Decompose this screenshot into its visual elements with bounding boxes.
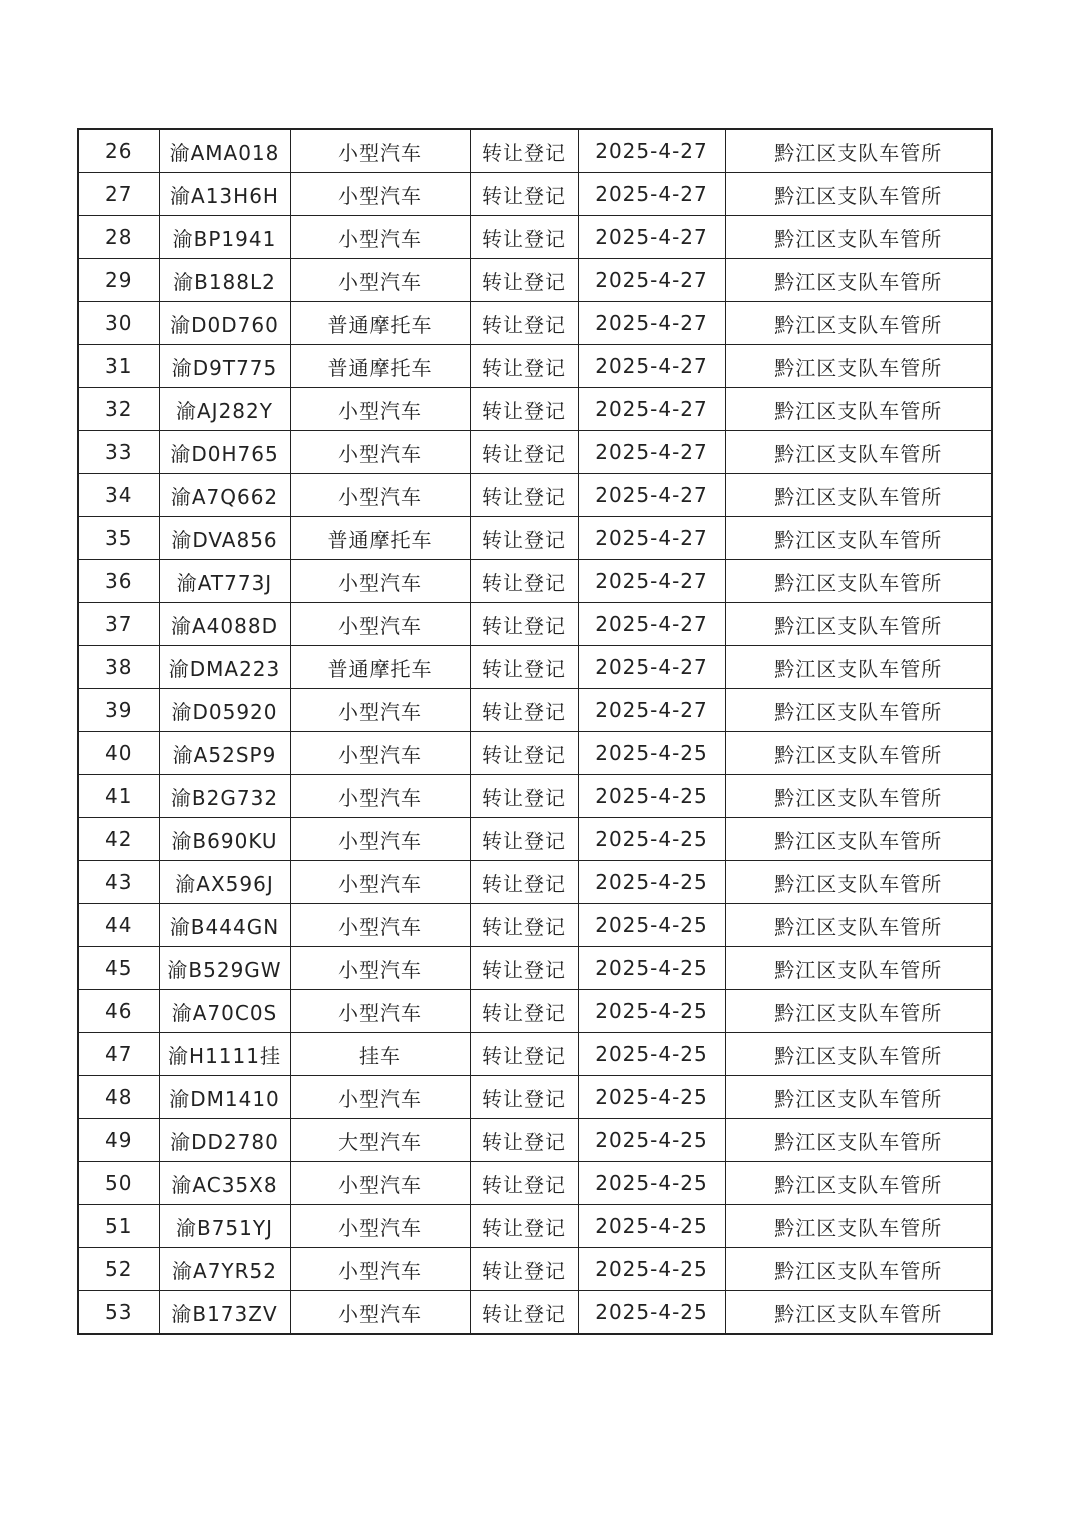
registration-date-cell: 2025-4-25 — [578, 1076, 725, 1119]
registration-type-cell: 转让登记 — [470, 1033, 578, 1076]
registration-type-cell: 转让登记 — [470, 302, 578, 345]
registration-type-cell: 转让登记 — [470, 431, 578, 474]
vehicle-type-cell: 小型汽车 — [290, 990, 470, 1033]
table-row — [78, 775, 992, 818]
table-row — [78, 646, 992, 689]
office-cell: 黔江区支队车管所 — [725, 1033, 992, 1076]
table-row — [78, 129, 992, 173]
registration-date-cell: 2025-4-27 — [578, 259, 725, 302]
plate-number-cell: 渝B2G732 — [159, 775, 290, 818]
table-row — [78, 1033, 992, 1076]
office-cell: 黔江区支队车管所 — [725, 517, 992, 560]
registration-type-cell: 转让登记 — [470, 904, 578, 947]
row-number-cell: 29 — [78, 259, 159, 302]
registration-date-cell: 2025-4-25 — [578, 1248, 725, 1291]
row-number-cell: 27 — [78, 173, 159, 216]
vehicle-type-cell: 小型汽车 — [290, 431, 470, 474]
office-cell: 黔江区支队车管所 — [725, 560, 992, 603]
row-number-cell: 37 — [78, 603, 159, 646]
table-row — [78, 1291, 992, 1335]
registration-date-cell: 2025-4-25 — [578, 990, 725, 1033]
table-row — [78, 947, 992, 990]
table-row — [78, 388, 992, 431]
plate-number-cell: 渝A13H6H — [159, 173, 290, 216]
office-cell: 黔江区支队车管所 — [725, 904, 992, 947]
vehicle-type-cell: 小型汽车 — [290, 775, 470, 818]
row-number-cell: 33 — [78, 431, 159, 474]
registration-date-cell: 2025-4-27 — [578, 388, 725, 431]
plate-number-cell: 渝D9T775 — [159, 345, 290, 388]
vehicle-type-cell: 小型汽车 — [290, 603, 470, 646]
table-row — [78, 345, 992, 388]
row-number-cell: 35 — [78, 517, 159, 560]
registration-type-cell: 转让登记 — [470, 1076, 578, 1119]
office-cell: 黔江区支队车管所 — [725, 861, 992, 904]
office-cell: 黔江区支队车管所 — [725, 990, 992, 1033]
plate-number-cell: 渝A7Q662 — [159, 474, 290, 517]
office-cell: 黔江区支队车管所 — [725, 732, 992, 775]
plate-number-cell: 渝B751YJ — [159, 1205, 290, 1248]
vehicle-type-cell: 大型汽车 — [290, 1119, 470, 1162]
registration-date-cell: 2025-4-25 — [578, 1162, 725, 1205]
row-number-cell: 50 — [78, 1162, 159, 1205]
registration-type-cell: 转让登记 — [470, 861, 578, 904]
registration-date-cell: 2025-4-27 — [578, 129, 725, 173]
table-row — [78, 517, 992, 560]
vehicle-type-cell: 小型汽车 — [290, 732, 470, 775]
registration-date-cell: 2025-4-27 — [578, 216, 725, 259]
office-cell: 黔江区支队车管所 — [725, 1076, 992, 1119]
plate-number-cell: 渝A52SP9 — [159, 732, 290, 775]
row-number-cell: 36 — [78, 560, 159, 603]
plate-number-cell: 渝BP1941 — [159, 216, 290, 259]
registration-type-cell: 转让登记 — [470, 603, 578, 646]
registration-type-cell: 转让登记 — [470, 216, 578, 259]
plate-number-cell: 渝AMA018 — [159, 129, 290, 173]
table-body — [78, 129, 992, 1334]
table-row — [78, 431, 992, 474]
row-number-cell: 44 — [78, 904, 159, 947]
office-cell: 黔江区支队车管所 — [725, 1119, 992, 1162]
vehicle-type-cell: 小型汽车 — [290, 689, 470, 732]
registration-date-cell: 2025-4-25 — [578, 1119, 725, 1162]
row-number-cell: 41 — [78, 775, 159, 818]
vehicle-type-cell: 小型汽车 — [290, 173, 470, 216]
row-number-cell: 28 — [78, 216, 159, 259]
row-number-cell: 53 — [78, 1291, 159, 1335]
vehicle-type-cell: 小型汽车 — [290, 861, 470, 904]
plate-number-cell: 渝DMA223 — [159, 646, 290, 689]
row-number-cell: 51 — [78, 1205, 159, 1248]
vehicle-type-cell: 小型汽车 — [290, 904, 470, 947]
plate-number-cell: 渝D0D760 — [159, 302, 290, 345]
table-row — [78, 1205, 992, 1248]
registration-date-cell: 2025-4-27 — [578, 345, 725, 388]
table-row — [78, 1119, 992, 1162]
row-number-cell: 49 — [78, 1119, 159, 1162]
table-row — [78, 474, 992, 517]
registration-date-cell: 2025-4-25 — [578, 1033, 725, 1076]
table-row — [78, 861, 992, 904]
office-cell: 黔江区支队车管所 — [725, 173, 992, 216]
office-cell: 黔江区支队车管所 — [725, 947, 992, 990]
vehicle-type-cell: 小型汽车 — [290, 560, 470, 603]
office-cell: 黔江区支队车管所 — [725, 259, 992, 302]
vehicle-type-cell: 小型汽车 — [290, 1248, 470, 1291]
office-cell: 黔江区支队车管所 — [725, 129, 992, 173]
registration-date-cell: 2025-4-25 — [578, 732, 725, 775]
registration-type-cell: 转让登记 — [470, 474, 578, 517]
registration-date-cell: 2025-4-25 — [578, 1291, 725, 1335]
plate-number-cell: 渝AX596J — [159, 861, 290, 904]
table-row — [78, 1076, 992, 1119]
vehicle-type-cell: 小型汽车 — [290, 474, 470, 517]
row-number-cell: 48 — [78, 1076, 159, 1119]
office-cell: 黔江区支队车管所 — [725, 603, 992, 646]
table-row — [78, 732, 992, 775]
vehicle-type-cell: 小型汽车 — [290, 388, 470, 431]
plate-number-cell: 渝D0H765 — [159, 431, 290, 474]
row-number-cell: 46 — [78, 990, 159, 1033]
registration-date-cell: 2025-4-27 — [578, 302, 725, 345]
plate-number-cell: 渝D05920 — [159, 689, 290, 732]
plate-number-cell: 渝DD2780 — [159, 1119, 290, 1162]
table-row — [78, 259, 992, 302]
vehicle-type-cell: 小型汽车 — [290, 1205, 470, 1248]
office-cell: 黔江区支队车管所 — [725, 1291, 992, 1335]
row-number-cell: 26 — [78, 129, 159, 173]
vehicle-type-cell: 普通摩托车 — [290, 345, 470, 388]
vehicle-type-cell: 小型汽车 — [290, 1162, 470, 1205]
office-cell: 黔江区支队车管所 — [725, 646, 992, 689]
row-number-cell: 40 — [78, 732, 159, 775]
registration-type-cell: 转让登记 — [470, 775, 578, 818]
table-row — [78, 173, 992, 216]
registration-type-cell: 转让登记 — [470, 1205, 578, 1248]
table-row — [78, 689, 992, 732]
vehicle-transfer-table — [77, 128, 993, 1335]
plate-number-cell: 渝B690KU — [159, 818, 290, 861]
plate-number-cell: 渝A4088D — [159, 603, 290, 646]
vehicle-type-cell: 普通摩托车 — [290, 517, 470, 560]
registration-date-cell: 2025-4-27 — [578, 517, 725, 560]
table-row — [78, 990, 992, 1033]
row-number-cell: 34 — [78, 474, 159, 517]
office-cell: 黔江区支队车管所 — [725, 388, 992, 431]
registration-type-cell: 转让登记 — [470, 689, 578, 732]
registration-type-cell: 转让登记 — [470, 1248, 578, 1291]
vehicle-type-cell: 小型汽车 — [290, 818, 470, 861]
plate-number-cell: 渝A70C0S — [159, 990, 290, 1033]
registration-type-cell: 转让登记 — [470, 646, 578, 689]
registration-type-cell: 转让登记 — [470, 129, 578, 173]
registration-date-cell: 2025-4-25 — [578, 775, 725, 818]
registration-type-cell: 转让登记 — [470, 388, 578, 431]
registration-type-cell: 转让登记 — [470, 517, 578, 560]
row-number-cell: 31 — [78, 345, 159, 388]
vehicle-type-cell: 小型汽车 — [290, 216, 470, 259]
row-number-cell: 39 — [78, 689, 159, 732]
plate-number-cell: 渝B529GW — [159, 947, 290, 990]
office-cell: 黔江区支队车管所 — [725, 216, 992, 259]
row-number-cell: 38 — [78, 646, 159, 689]
registration-type-cell: 转让登记 — [470, 947, 578, 990]
registration-type-cell: 转让登记 — [470, 732, 578, 775]
table-row — [78, 904, 992, 947]
registration-type-cell: 转让登记 — [470, 259, 578, 302]
registration-date-cell: 2025-4-25 — [578, 861, 725, 904]
registration-date-cell: 2025-4-27 — [578, 474, 725, 517]
registration-date-cell: 2025-4-27 — [578, 173, 725, 216]
vehicle-type-cell: 小型汽车 — [290, 947, 470, 990]
plate-number-cell: 渝DVA856 — [159, 517, 290, 560]
plate-number-cell: 渝B173ZV — [159, 1291, 290, 1335]
registration-type-cell: 转让登记 — [470, 818, 578, 861]
office-cell: 黔江区支队车管所 — [725, 431, 992, 474]
registration-type-cell: 转让登记 — [470, 1162, 578, 1205]
row-number-cell: 32 — [78, 388, 159, 431]
registration-date-cell: 2025-4-27 — [578, 689, 725, 732]
plate-number-cell: 渝H1111挂 — [159, 1033, 290, 1076]
registration-date-cell: 2025-4-25 — [578, 1205, 725, 1248]
office-cell: 黔江区支队车管所 — [725, 345, 992, 388]
plate-number-cell: 渝A7YR52 — [159, 1248, 290, 1291]
office-cell: 黔江区支队车管所 — [725, 1248, 992, 1291]
vehicle-type-cell: 小型汽车 — [290, 1291, 470, 1335]
office-cell: 黔江区支队车管所 — [725, 818, 992, 861]
plate-number-cell: 渝B188L2 — [159, 259, 290, 302]
table-row — [78, 1162, 992, 1205]
registration-date-cell: 2025-4-25 — [578, 818, 725, 861]
vehicle-type-cell: 普通摩托车 — [290, 646, 470, 689]
table-row — [78, 818, 992, 861]
registration-date-cell: 2025-4-27 — [578, 646, 725, 689]
office-cell: 黔江区支队车管所 — [725, 1162, 992, 1205]
row-number-cell: 30 — [78, 302, 159, 345]
row-number-cell: 45 — [78, 947, 159, 990]
office-cell: 黔江区支队车管所 — [725, 302, 992, 345]
vehicle-type-cell: 小型汽车 — [290, 129, 470, 173]
table-row — [78, 1248, 992, 1291]
office-cell: 黔江区支队车管所 — [725, 775, 992, 818]
row-number-cell: 43 — [78, 861, 159, 904]
row-number-cell: 52 — [78, 1248, 159, 1291]
vehicle-type-cell: 挂车 — [290, 1033, 470, 1076]
table-row — [78, 603, 992, 646]
office-cell: 黔江区支队车管所 — [725, 474, 992, 517]
vehicle-type-cell: 普通摩托车 — [290, 302, 470, 345]
row-number-cell: 47 — [78, 1033, 159, 1076]
plate-number-cell: 渝B444GN — [159, 904, 290, 947]
plate-number-cell: 渝DM1410 — [159, 1076, 290, 1119]
registration-date-cell: 2025-4-27 — [578, 431, 725, 474]
registration-type-cell: 转让登记 — [470, 1119, 578, 1162]
registration-type-cell: 转让登记 — [470, 345, 578, 388]
registration-date-cell: 2025-4-27 — [578, 560, 725, 603]
office-cell: 黔江区支队车管所 — [725, 689, 992, 732]
row-number-cell: 42 — [78, 818, 159, 861]
registration-date-cell: 2025-4-27 — [578, 603, 725, 646]
registration-date-cell: 2025-4-25 — [578, 947, 725, 990]
vehicle-type-cell: 小型汽车 — [290, 1076, 470, 1119]
plate-number-cell: 渝AJ282Y — [159, 388, 290, 431]
registration-type-cell: 转让登记 — [470, 990, 578, 1033]
plate-number-cell: 渝AC35X8 — [159, 1162, 290, 1205]
table-row — [78, 560, 992, 603]
registration-type-cell: 转让登记 — [470, 1291, 578, 1335]
plate-number-cell: 渝AT773J — [159, 560, 290, 603]
registration-type-cell: 转让登记 — [470, 173, 578, 216]
registration-type-cell: 转让登记 — [470, 560, 578, 603]
registration-date-cell: 2025-4-25 — [578, 904, 725, 947]
table-row — [78, 302, 992, 345]
vehicle-type-cell: 小型汽车 — [290, 259, 470, 302]
table-row — [78, 216, 992, 259]
office-cell: 黔江区支队车管所 — [725, 1205, 992, 1248]
